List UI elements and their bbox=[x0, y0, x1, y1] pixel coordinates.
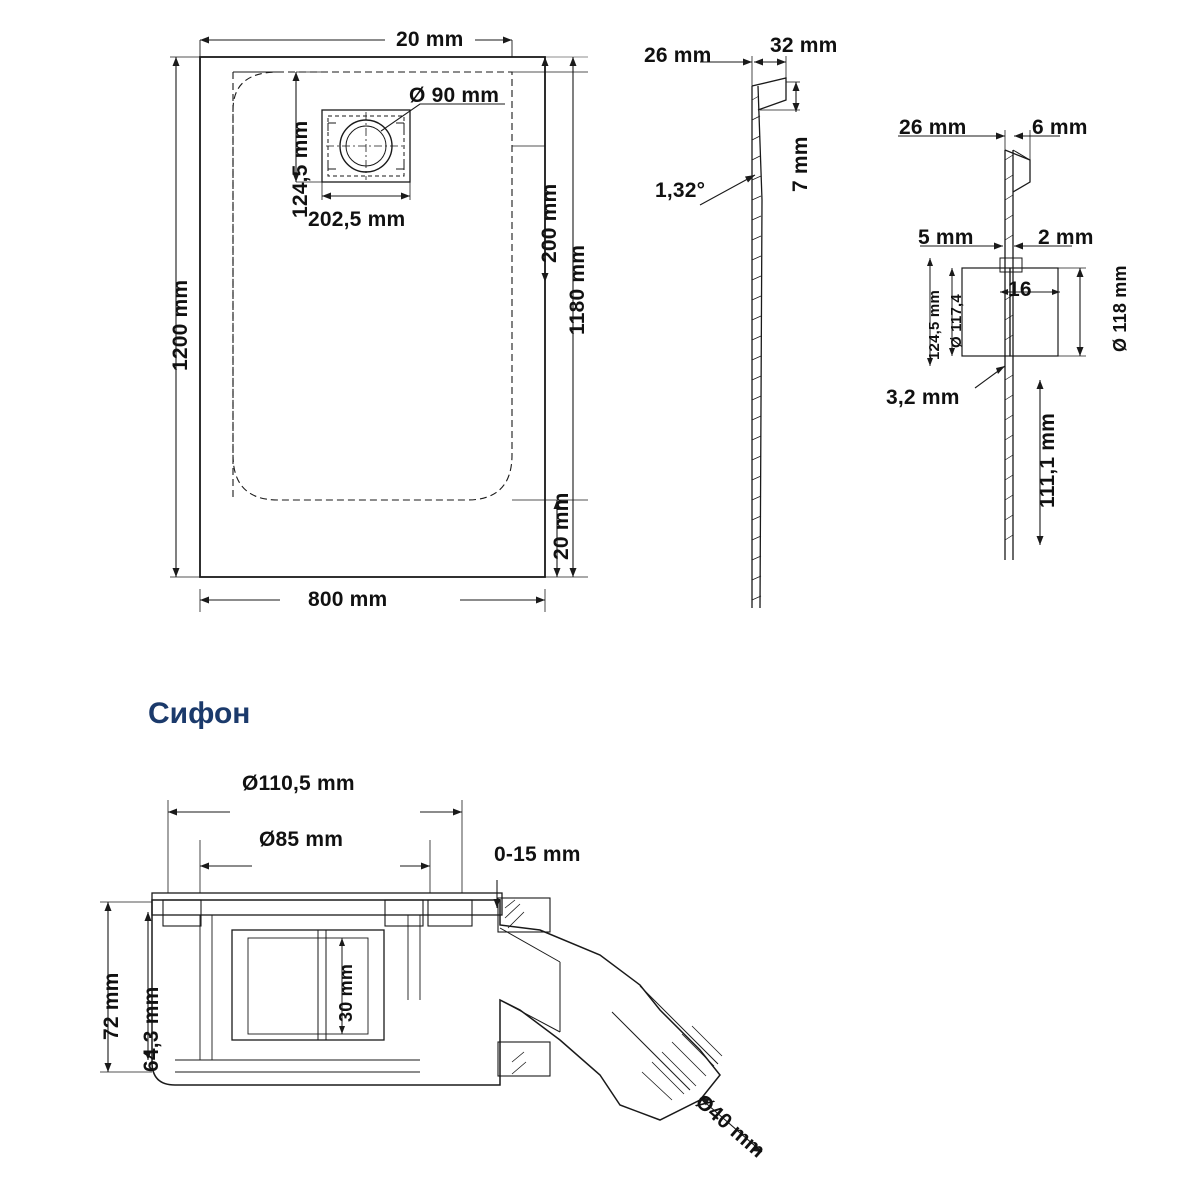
dimension-label-0-15mm: 0-15 mm bbox=[494, 843, 581, 866]
dimension-label-20mm-top: 20 mm bbox=[396, 28, 464, 51]
dimension-label-30mm: 30 mm bbox=[336, 963, 356, 1022]
dimension-label-124-5mm: 124,5 mm bbox=[289, 120, 312, 218]
dimension-label-diameter-40mm: Ø40 mm bbox=[690, 1090, 770, 1163]
dimension-label-26mm-side: 26 mm bbox=[644, 44, 712, 67]
dimension-label-6mm: 6 mm bbox=[1032, 116, 1088, 139]
section-title-siphon: Сифон bbox=[148, 697, 251, 730]
dimension-label-32mm: 32 mm bbox=[770, 34, 838, 57]
dimension-label-64-3mm: 64,3 mm bbox=[140, 986, 163, 1072]
dimension-label-1180mm: 1180 mm bbox=[566, 244, 589, 335]
dimension-label-26mm-detail: 26 mm bbox=[899, 116, 967, 139]
dimension-label-111-1mm: 111,1 mm bbox=[1036, 412, 1059, 508]
dimension-label-124-5mm-detail: 124,5 mm bbox=[926, 290, 943, 360]
dimension-label-angle-1-32: 1,32° bbox=[655, 179, 706, 202]
dimension-label-800mm: 800 mm bbox=[308, 588, 388, 611]
dimension-label-diameter-117-4: Ø 117,4 bbox=[948, 294, 965, 348]
dimension-label-5mm: 5 mm bbox=[918, 226, 974, 249]
dimension-label-3-2mm: 3,2 mm bbox=[886, 386, 960, 409]
dimension-label-diameter-90mm: Ø 90 mm bbox=[409, 84, 500, 107]
dimension-label-202-5mm: 202,5 mm bbox=[308, 208, 406, 231]
dimension-label-7mm: 7 mm bbox=[789, 136, 812, 192]
dimension-label-200mm: 200 mm bbox=[538, 183, 561, 263]
dimension-label-20mm-bottom: 20 mm bbox=[550, 492, 573, 560]
dimension-label-diameter-85mm: Ø85 mm bbox=[259, 828, 344, 851]
dimension-label-diameter-110-5mm: Ø110,5 mm bbox=[242, 772, 355, 795]
dimension-label-72mm: 72 mm bbox=[100, 972, 123, 1040]
dimension-label-1200mm: 1200 mm bbox=[169, 279, 192, 371]
dimension-label-16: 16 bbox=[1008, 278, 1032, 301]
dimension-label-diameter-118mm: Ø 118 mm bbox=[1110, 265, 1130, 352]
dimension-label-2mm: 2 mm bbox=[1038, 226, 1094, 249]
